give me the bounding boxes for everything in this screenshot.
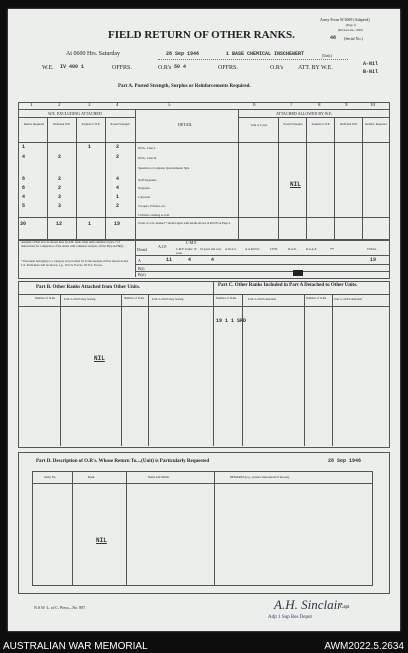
r2-c1: 4 bbox=[22, 154, 26, 160]
detail-civ: Civilians counting as O.R. bbox=[138, 213, 170, 217]
an-row-a: A bbox=[138, 258, 141, 263]
rule bbox=[121, 294, 122, 446]
rule bbox=[238, 109, 239, 239]
detail-cpl: Corporals. bbox=[138, 195, 151, 199]
rule bbox=[18, 306, 390, 307]
unit-label: (Unit) bbox=[322, 53, 332, 58]
rule bbox=[47, 117, 48, 239]
head-deficient-att: Deficient W.E. bbox=[340, 122, 358, 126]
total-c4: 19 bbox=[114, 221, 121, 227]
printer-imprint: N.S.W. L. of C. Press—No. 897. bbox=[34, 605, 87, 610]
analysis-note2: * Personnel belonging to a category not provided for in the analysis will be shown in this Col. Particulars will be shown, e.g., 10 U.S. Forces, 30 N.Z. Forces. bbox=[21, 259, 128, 267]
rule bbox=[76, 117, 77, 239]
an-head-awas: A.W.A.S. bbox=[225, 247, 237, 251]
rule bbox=[18, 294, 390, 295]
att-by-we-label: ATT. BY W.E. bbox=[298, 65, 333, 71]
part-a-title: Part A. Posted Strength, Surplus or Reinforcements Required. bbox=[118, 84, 251, 89]
total-c2: 12 bbox=[56, 221, 63, 227]
rule bbox=[18, 217, 390, 218]
rule bbox=[306, 117, 307, 239]
rule bbox=[242, 294, 243, 446]
form-ref-2: (Page 1) bbox=[346, 23, 357, 27]
total-c1: 30 bbox=[20, 221, 27, 227]
r4-c4: 4 bbox=[116, 176, 120, 182]
rule bbox=[135, 264, 390, 265]
offrs2-label: OFFRS. bbox=[218, 65, 238, 71]
form-ref-1: Army Form W.3009 (Adapted) bbox=[320, 17, 370, 22]
detail-pte: Troopers, Privates, etc. bbox=[138, 204, 166, 208]
b-head-unit2: Unit to which they belong bbox=[152, 297, 184, 301]
an-a-cmf-under: 4 bbox=[188, 257, 192, 263]
an-row-bii: B(ii) bbox=[138, 272, 146, 277]
attached-nil: NIL bbox=[290, 181, 301, 188]
rule bbox=[372, 471, 373, 585]
caption-bar bbox=[0, 636, 408, 653]
col-num-10: 10 bbox=[370, 103, 375, 108]
an-head-total: TOTAL bbox=[367, 247, 377, 251]
detail-woi: W.Os., Class I. bbox=[138, 146, 156, 150]
signature-position: Adjt 1 Sup Res Depot bbox=[268, 615, 312, 620]
r6-c4: 1 bbox=[116, 194, 120, 200]
d-head-rank: Rank bbox=[88, 475, 95, 479]
rule bbox=[304, 294, 305, 446]
ors2-label: O.R's bbox=[270, 65, 284, 71]
b-head-unit1: Unit to which they belong bbox=[64, 297, 96, 301]
return-date: 28 Sep 1946 bbox=[166, 51, 200, 57]
attached-heading: ATTACHED ALLOWED BY W.E. bbox=[276, 111, 333, 116]
head-reinfts-att: Reinfts. Required bbox=[365, 122, 387, 126]
unit-name: 1 BASE CHEMICAL INSCHEWERT bbox=[226, 51, 305, 57]
c-head-unit1: Unit to which detached bbox=[248, 297, 276, 301]
an-a-total: 19 bbox=[370, 257, 377, 263]
d-head-remarks: REMARKS (e.g., present whereabouts if known). bbox=[230, 475, 290, 479]
r7-c1: 5 bbox=[22, 203, 26, 209]
rule bbox=[135, 255, 390, 256]
an-row-bi: B(i) bbox=[138, 266, 145, 271]
r1-c1: 1 bbox=[22, 144, 26, 150]
serial-number: 48 bbox=[330, 35, 337, 41]
rule bbox=[18, 117, 136, 118]
an-head-cmf: C.M.F. bbox=[186, 240, 198, 245]
col-num-6: 6 bbox=[253, 103, 256, 108]
rule bbox=[60, 294, 61, 446]
rule bbox=[332, 294, 333, 446]
r1-c4: 2 bbox=[116, 144, 120, 150]
rule bbox=[148, 294, 149, 446]
part-d-nil: NIL bbox=[96, 537, 107, 544]
form-title: FIELD RETURN OF OTHER RANKS. bbox=[108, 29, 295, 41]
r4-c2: 2 bbox=[58, 176, 62, 182]
head-deficient: Deficient W.E. bbox=[53, 122, 71, 126]
rule bbox=[362, 117, 363, 239]
ors-value: 50 4 bbox=[174, 64, 187, 70]
detail-qms: Squadron or Company Quartermaster Sgts. bbox=[138, 166, 190, 170]
r7-c2: 3 bbox=[58, 203, 62, 209]
part-d-box bbox=[18, 452, 390, 594]
serial-label: (Serial No.) bbox=[344, 36, 363, 41]
rule bbox=[278, 117, 279, 239]
part-d-title: Part D. Description of O.R's. Whose Return To....(Unit) is Particularly Requested bbox=[36, 459, 210, 464]
b-nil: B-Nil bbox=[363, 69, 379, 75]
head-reints: Rein'ts Required bbox=[24, 122, 44, 126]
r4-c1: 6 bbox=[22, 176, 26, 182]
rule bbox=[105, 117, 106, 239]
we-excluding-heading: W.E. EXCLUDING ATTACHED bbox=[48, 111, 102, 116]
rule bbox=[135, 271, 390, 272]
total-c3: 1 bbox=[88, 221, 92, 227]
head-posted-att: Posted Strength bbox=[283, 122, 303, 126]
ors-label: O.R's bbox=[158, 65, 172, 71]
head-surplus-att: Surplus to W.E. bbox=[311, 122, 331, 126]
d-head-army-no: Army No. bbox=[44, 475, 57, 479]
col-num-3: 3 bbox=[88, 103, 91, 108]
caption-left: AUSTRALIAN WAR MEMORIAL bbox=[3, 641, 148, 652]
form-sheet bbox=[8, 9, 400, 631]
part-c-entry: 19 1 1 SRD bbox=[216, 318, 247, 324]
an-head-under19: C.M.F. Under 19 years bbox=[176, 247, 197, 255]
head-posted: Posted Strength bbox=[110, 122, 130, 126]
caption-right: AWM2022.5.2634 bbox=[324, 641, 404, 652]
col-num-2: 2 bbox=[58, 103, 61, 108]
col-num-1: 1 bbox=[30, 103, 33, 108]
an-head-aif: A.I.F. bbox=[158, 244, 168, 249]
we-value: IV 400 1 bbox=[60, 64, 85, 70]
r1-c3: 1 bbox=[88, 144, 92, 150]
part-c-title: Part C. Other Ranks Included in Part A Detached to Other Units. bbox=[218, 283, 358, 288]
an-a-aif: 11 bbox=[166, 257, 173, 263]
b-head-num2: Number of O.Rs. bbox=[124, 296, 145, 300]
detail-sgt: Sergeants. bbox=[138, 186, 151, 190]
an-head-aamws: A.A.M.W.S. bbox=[245, 247, 260, 251]
r7-c4: 2 bbox=[116, 203, 120, 209]
c-head-num2: Number of O.Rs. bbox=[306, 296, 327, 300]
analysis-note: Analysis of Part A to be shown here by ALL units. Only units entitled or para. 7 of instructions for completion of the return with complete analysis of Part B(i) and B(ii). bbox=[21, 240, 124, 248]
b-head-num1: Number of O.Rs. bbox=[35, 296, 56, 300]
r6-c1: 4 bbox=[22, 194, 26, 200]
d-head-name: Name and Initials bbox=[148, 475, 170, 479]
offrs-label: OFFRS. bbox=[112, 65, 132, 71]
rule bbox=[32, 483, 372, 484]
rule bbox=[32, 471, 372, 472]
at-hours-label: At 0600 Hrs. Saturday bbox=[66, 51, 120, 57]
a-nil: A-Nil bbox=[363, 61, 379, 67]
header-dotted-line bbox=[158, 59, 348, 60]
detail-woii: W.Os., Class II. bbox=[138, 156, 157, 160]
part-b-nil: NIL bbox=[94, 355, 105, 362]
form-ref-3: (Revised Jan., 1940) bbox=[338, 28, 363, 32]
r2-c4: 2 bbox=[116, 154, 120, 160]
c-head-unit2: Unit to which detached bbox=[334, 297, 362, 301]
part-d-date: 28 Sep 1946 bbox=[328, 458, 362, 464]
detail-totals: Totals of cols. marked * should agree with details shown in Part B on Page 2. bbox=[138, 221, 231, 225]
signature-rank: Capt bbox=[340, 605, 350, 610]
head-detail: DETAIL bbox=[178, 122, 193, 127]
c-head-num1: Number of O.Rs. bbox=[216, 296, 237, 300]
head-surplus: Surplus to W.E. bbox=[81, 122, 101, 126]
an-a-cmf-over: 4 bbox=[211, 257, 215, 263]
an-head-ran: R.A.N. bbox=[288, 247, 297, 251]
ink-blot bbox=[293, 270, 303, 276]
rule bbox=[135, 109, 136, 239]
an-head-civil: CIVIL bbox=[270, 247, 278, 251]
r2-c2: 2 bbox=[58, 154, 62, 160]
r5-c4: 4 bbox=[116, 185, 120, 191]
rule bbox=[238, 117, 390, 118]
col-num-5: 5 bbox=[168, 103, 171, 108]
col-num-4: 4 bbox=[116, 103, 119, 108]
r5-c1: 6 bbox=[22, 185, 26, 191]
an-head-detail: Detail bbox=[137, 247, 147, 252]
rule bbox=[32, 471, 33, 585]
col-num-8: 8 bbox=[318, 103, 321, 108]
we-label: W.E. bbox=[42, 65, 54, 71]
part-b-title: Part B. Other Ranks Attached from Other Units. bbox=[36, 285, 141, 290]
head-arm-corps: Arm or Corps bbox=[250, 123, 268, 127]
signature: A.H. Sinclair bbox=[274, 597, 343, 612]
an-head-raaf: R.A.A.F. bbox=[306, 247, 317, 251]
col-num-7: 7 bbox=[290, 103, 293, 108]
rule bbox=[72, 471, 73, 585]
r5-c2: 2 bbox=[58, 185, 62, 191]
rule bbox=[18, 109, 390, 110]
col-num-9: 9 bbox=[345, 103, 348, 108]
an-head-19over: 19 years and over bbox=[200, 247, 222, 251]
r6-c2: 3 bbox=[58, 194, 62, 200]
rule bbox=[126, 471, 127, 585]
rule bbox=[32, 585, 373, 586]
rule bbox=[214, 471, 215, 585]
an-head-other: ** bbox=[330, 247, 334, 252]
rule bbox=[334, 117, 335, 239]
detail-ssgt: Staff Sergeants. bbox=[138, 178, 157, 182]
